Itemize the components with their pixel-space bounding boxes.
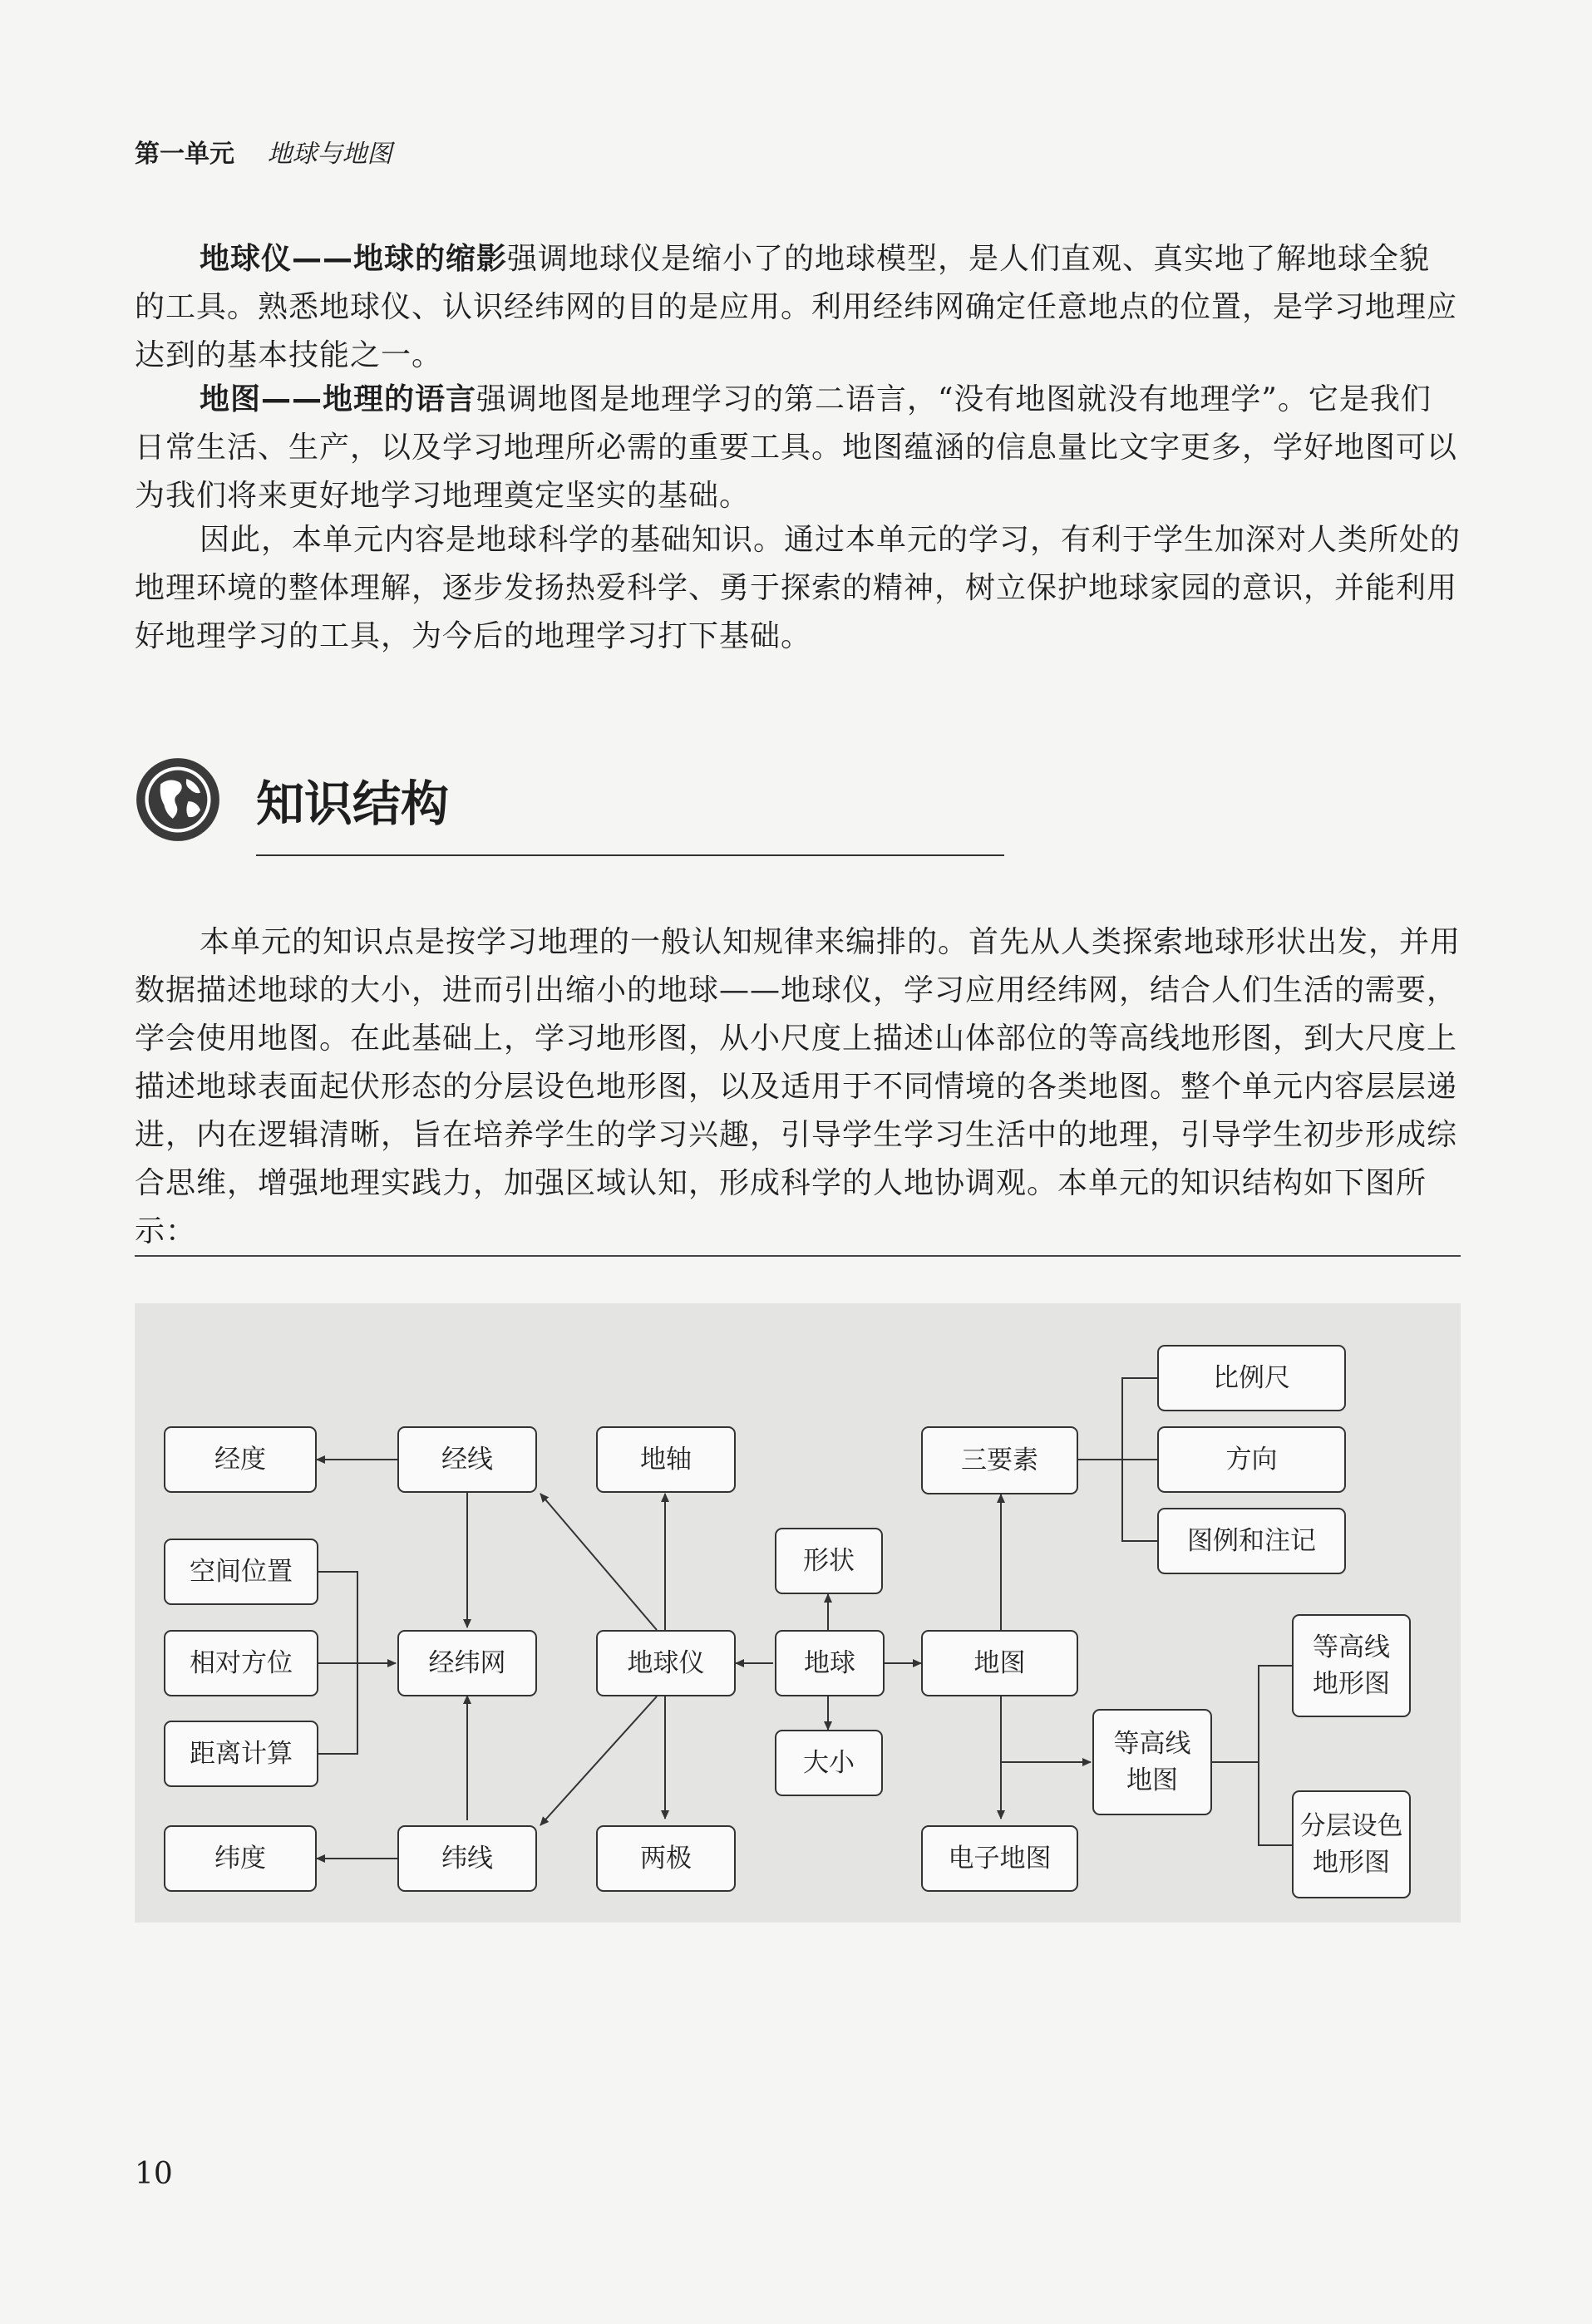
node-tuli: 图例和注记 — [1157, 1508, 1346, 1574]
paragraph-lead: 地球仪——地球的缩影 — [200, 242, 508, 276]
section-title: 知识结构 — [256, 775, 450, 832]
intro-paragraph-2 — [135, 376, 1461, 520]
unit-subject: 地球与地图 — [267, 140, 392, 169]
node-fenceng: 分层设色 地形图 — [1292, 1790, 1411, 1898]
node-jingdu: 经度 — [164, 1426, 317, 1493]
knowledge-structure-diagram — [135, 1303, 1461, 1923]
node-xingzhuang: 形状 — [775, 1528, 883, 1594]
divider — [135, 1255, 1461, 1257]
node-ditu: 地图 — [921, 1630, 1078, 1696]
node-kongjian: 空间位置 — [164, 1539, 318, 1605]
node-bilichi: 比例尺 — [1157, 1345, 1346, 1411]
paragraph-text: 强调地图是地理学习的第二语言，“没有地图就没有地理学”。它是我们日常生活、生产，以及学习地理所必需的重要工具。地图蕴涵的信息量比文字更多，学好地图可以为我们将来更好地学习地理奠定坚实的基础。 — [135, 382, 1458, 513]
node-jingweiwang: 经纬网 — [397, 1630, 537, 1696]
node-weidu: 纬度 — [164, 1825, 317, 1892]
node-sanyaosu: 三要素 — [921, 1426, 1078, 1494]
paragraph-text: 本单元的知识点是按学习地理的一般认知规律来编排的。首先从人类探索地球形状出发，并用数据描述地球的大小，进而引出缩小的地球——地球仪，学习应用经纬网，结合人们生活的需要，学会使用地图。在此基础上，学习地形图，从小尺度上描述山体部位的等高线地形图，到大尺度上描述地球表面起伏形态的分层设色地形图，以及适用于不同情境的各类地图。整个单元内容层层递进，内在逻辑清晰，旨在培养学生的学习兴趣，引导学生学习生活中的地理，引导学生初步形成综合思维，增强地理实践力，加强区域认知，形成科学的人地协调观。本单元的知识结构如下图所示： — [135, 925, 1461, 1248]
node-jingxian: 经线 — [397, 1426, 537, 1493]
node-juli: 距离计算 — [164, 1721, 318, 1787]
node-dianzi: 电子地图 — [921, 1825, 1078, 1892]
running-header — [135, 133, 392, 170]
node-denggaoxian-dixing: 等高线 地形图 — [1292, 1614, 1411, 1717]
node-liangji: 两极 — [596, 1825, 736, 1892]
node-diqiuyi: 地球仪 — [596, 1630, 736, 1696]
intro-paragraph-1 — [135, 235, 1461, 380]
node-dadi: 大小 — [775, 1730, 883, 1796]
node-diqiu: 地球 — [775, 1630, 885, 1696]
section-underline — [256, 854, 1004, 856]
unit-label: 第一单元 — [135, 140, 234, 169]
node-denggaoxian-ditu: 等高线 地图 — [1092, 1709, 1212, 1815]
paragraph-text: 因此，本单元内容是地球科学的基础知识。通过本单元的学习，有利于学生加深对人类所处的地理环境的整体理解，逐步发扬热爱科学、勇于探索的精神，树立保护地球家园的意识，并能利用好地理学习的工具，为今后的地理学习打下基础。 — [135, 523, 1461, 653]
paragraph-lead: 地图——地理的语言 — [200, 382, 477, 416]
section-paragraph — [135, 918, 1461, 1256]
node-xiangdui: 相对方位 — [164, 1630, 318, 1696]
globe-icon — [135, 756, 221, 843]
node-diaxis: 地轴 — [596, 1426, 736, 1493]
node-weixian: 纬线 — [397, 1825, 537, 1892]
page-number: 10 — [135, 2157, 173, 2191]
node-fangxiang: 方向 — [1157, 1426, 1346, 1493]
paragraph-text: 强调地球仪是缩小了的地球模型，是人们直观、真实地了解地球全貌的工具。熟悉地球仪、认识经纬网的目的是应用。利用经纬网确定任意地点的位置，是学习地理应达到的基本技能之一。 — [135, 242, 1458, 372]
intro-paragraph-3 — [135, 516, 1461, 661]
